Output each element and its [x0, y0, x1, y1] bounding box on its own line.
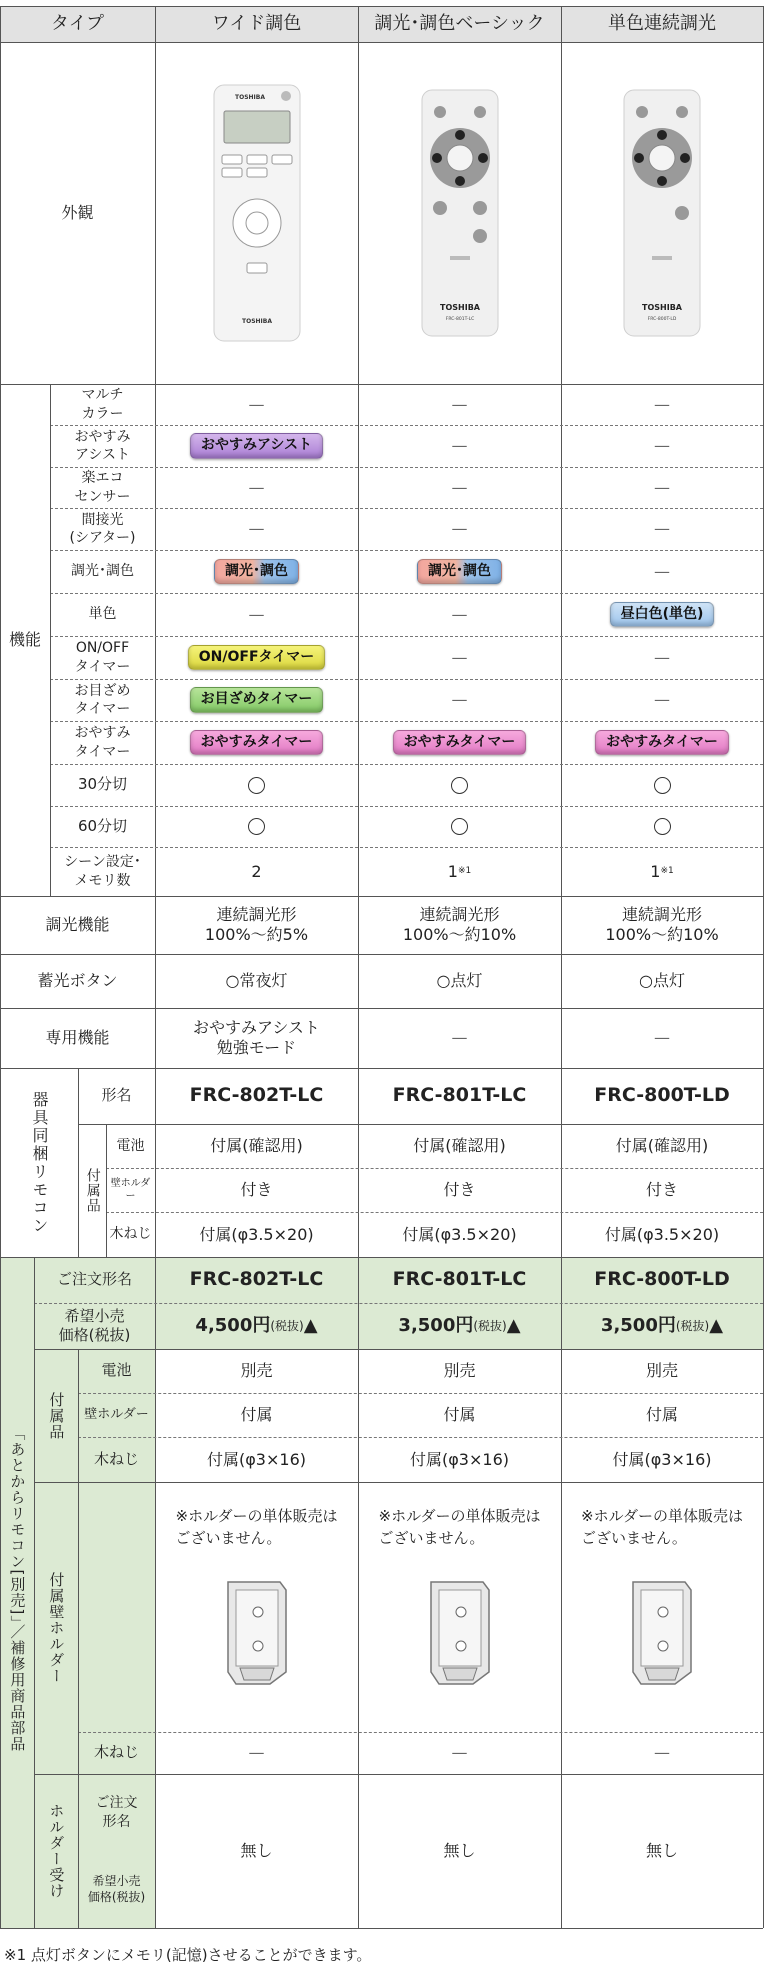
price-value: 3,500円: [398, 1314, 474, 1336]
grid-line: [0, 1068, 763, 1069]
kinou-cell: —: [654, 436, 670, 455]
grid-line: [50, 508, 763, 509]
price-tax: (税抜): [675, 1318, 710, 1333]
atokara-cell: 付属: [240, 1405, 273, 1424]
receiver-cell: 無し: [645, 1841, 678, 1860]
circle-mark: [248, 777, 265, 794]
kinou-cell: —: [451, 647, 468, 667]
oyasumi-timer-badge: おやすみタイマー: [190, 730, 324, 756]
omezame-timer-badge: お目ざめタイマー: [190, 687, 324, 713]
header-col-single: 単色連続調光: [561, 6, 763, 42]
circle-mark: [654, 818, 671, 835]
doukon-fuzoku-label: 付属品: [84, 1168, 101, 1213]
doukon-group-label: 器具同梱リモコン: [30, 1090, 49, 1235]
atokara-cell: 付属: [645, 1405, 678, 1424]
holder-note: ※ホルダーの単体販売は ございません。: [581, 1507, 743, 1547]
grid-line: [0, 1257, 763, 1258]
atokara-model: FRC-801T-LC: [392, 1268, 527, 1291]
brand-text: TOSHIBA: [241, 318, 272, 325]
grid-line: [78, 1349, 79, 1928]
kinou-label-oyasumi-assist: おやすみ アシスト: [74, 428, 131, 463]
atokara-price-cell: [561, 1303, 763, 1349]
holder-screw-cell: —: [654, 1743, 670, 1762]
grid-line: [34, 1774, 763, 1775]
kinou-cell: —: [248, 519, 265, 538]
atokara-fuzoku-label: 付属品: [47, 1391, 66, 1440]
atokara-cell: 付属(φ3×16): [612, 1449, 712, 1469]
grid-line: [106, 1212, 763, 1213]
kinou-cell: [561, 806, 763, 847]
kinou-cell: [155, 847, 358, 896]
atokara-price-label: 希望小売 価格(税抜): [58, 1306, 131, 1344]
chikkou-cell: ○点灯: [436, 971, 483, 990]
price-tax: (税抜): [270, 1318, 304, 1333]
kinou-cell: —: [248, 604, 265, 624]
kinou-cell: [155, 764, 358, 806]
grid-line: [358, 6, 359, 1928]
kinou-cell: —: [654, 690, 670, 709]
grid-line: [0, 6, 763, 7]
price-value: 3,500円: [600, 1314, 676, 1336]
holder-note: ※ホルダーの単体販売は ございません。: [175, 1507, 338, 1547]
grid-line: [50, 467, 763, 468]
scene-count: 1: [650, 861, 661, 881]
grid-line: [50, 425, 763, 426]
grid-line: [78, 1437, 763, 1438]
kinou-cell: [358, 847, 561, 896]
circle-mark: [248, 818, 265, 835]
doukon-cell: 付属(φ3.5×20): [604, 1224, 720, 1244]
senyou-cell: —: [654, 1028, 670, 1047]
remote-image-basic: [358, 42, 561, 384]
header-col-basic: 調光･調色ベーシック: [358, 6, 561, 42]
doukon-cell: 付属(確認用): [615, 1136, 709, 1155]
kinou-cell: [155, 721, 358, 764]
doukon-cell: 付属(確認用): [413, 1136, 506, 1155]
header-col-wide: ワイド調色: [155, 6, 358, 42]
atokara-cell: 別売: [240, 1361, 273, 1380]
senyou-label: 専用機能: [45, 1028, 110, 1047]
atokara-model: FRC-800T-LD: [594, 1268, 730, 1291]
doukon-cell: 付き: [645, 1180, 678, 1199]
remote-model-text: FRC-801T-LC: [445, 317, 474, 322]
grid-line: [0, 1928, 763, 1929]
holder-cell: [358, 1482, 561, 1732]
kinou-label-60min: 60分切: [77, 816, 128, 835]
kinou-cell: —: [451, 604, 468, 624]
kinou-cell: [561, 764, 763, 806]
doukon-cell: 付属(φ3.5×20): [199, 1224, 314, 1244]
grid-line: [50, 384, 51, 896]
brand-text: TOSHIBA: [439, 303, 480, 312]
atokara-model: FRC-802T-LC: [189, 1268, 324, 1291]
footnote-ref: ※1: [457, 865, 472, 876]
kinou-cell: [561, 593, 763, 636]
atokara-screw-label: 木ねじ: [93, 1449, 139, 1468]
grid-line: [0, 384, 763, 385]
kinou-label-chouko: 調光･調色: [71, 563, 134, 580]
kinou-label-onoff-timer: ON/OFF タイマー: [74, 640, 131, 675]
kinou-cell: —: [654, 394, 670, 414]
kinou-label-kansetsu: 間接光 (シアター): [69, 511, 136, 546]
atokara-holder-group-label: 付属壁ホルダー: [47, 1572, 66, 1684]
holder-image: [625, 1576, 699, 1688]
choukou-cell: 連続調光形 100%〜約10%: [402, 905, 517, 944]
atokara-price-cell: [155, 1303, 358, 1349]
circle-mark: [451, 818, 468, 835]
doukon-holder-label: 壁ホルダー: [110, 1178, 151, 1202]
kinou-label-omezame-timer: お目ざめ タイマー: [74, 682, 131, 717]
grid-line: [34, 1482, 763, 1483]
atokara-cell: 付属: [443, 1405, 476, 1424]
senyou-cell: —: [451, 1028, 468, 1047]
kinou-cell: —: [451, 519, 468, 538]
kinou-label-oyasumi-timer: おやすみ タイマー: [74, 725, 131, 760]
kinou-cell: [358, 806, 561, 847]
holder-screw-cell: —: [451, 1743, 468, 1762]
circle-mark: [451, 777, 468, 794]
grid-line: [50, 847, 763, 848]
kinou-cell: —: [654, 519, 670, 538]
grid-line: [50, 636, 763, 637]
atokara-holder-label: 壁ホルダー: [84, 1406, 149, 1422]
grid-line: [50, 593, 763, 594]
oyasumi-timer-badge: おやすみタイマー: [595, 730, 729, 756]
grid-line: [34, 1257, 35, 1928]
triangle-mark: ▲: [506, 1314, 521, 1336]
kinou-cell: —: [654, 561, 670, 581]
atokara-group-label: ｢あとからリモコン[別売]｣／補修用商品部品: [8, 1433, 27, 1752]
grid-line: [561, 6, 562, 1928]
grid-line: [106, 1168, 763, 1169]
receiver-group-label: ホルダー受け: [47, 1803, 66, 1899]
oyasumi-assist-badge: おやすみアシスト: [190, 433, 323, 459]
kinou-cell: [358, 764, 561, 806]
kinou-cell: [155, 550, 358, 593]
atokara-cell: 付属(φ3×16): [410, 1449, 509, 1469]
scene-count: 1: [447, 861, 458, 881]
doukon-model-label: 形名: [101, 1086, 132, 1105]
kinou-label-tanshoku: 単色: [88, 606, 117, 623]
circle-mark: [654, 777, 671, 794]
brand-text: TOSHIBA: [234, 94, 265, 101]
grid-line: [78, 1068, 79, 1257]
doukon-model: FRC-802T-LC: [189, 1084, 324, 1107]
holder-image: [220, 1576, 294, 1688]
remote-model-text: FRC-800T-LD: [647, 317, 677, 322]
remote-image-wide: [155, 42, 358, 384]
atokara-cell: 別売: [645, 1361, 678, 1380]
receiver-cell: 無し: [240, 1841, 273, 1860]
remote-image-single: [561, 42, 763, 384]
doukon-cell: 付属(φ3.5×20): [402, 1224, 517, 1244]
grid-line: [106, 1124, 107, 1257]
kinou-cell: [155, 806, 358, 847]
grid-line: [0, 6, 1, 1928]
doukon-model: FRC-801T-LC: [392, 1084, 527, 1107]
holder-screw-label: 木ねじ: [93, 1743, 139, 1762]
doukon-screw-label: 木ねじ: [109, 1226, 152, 1243]
triangle-mark: ▲: [709, 1314, 724, 1336]
holder-screw-cell: —: [248, 1743, 265, 1762]
grid-line: [0, 1008, 763, 1009]
kinou-cell: —: [654, 647, 670, 667]
doukon-cell: 付き: [443, 1180, 476, 1199]
chouko-badge: 調光･調色: [214, 559, 299, 585]
footnote-ref: ※1: [660, 865, 674, 876]
appearance-label: 外観: [61, 203, 94, 222]
grid-line: [78, 1393, 763, 1394]
doukon-cell: 付き: [240, 1180, 273, 1199]
kinou-label-scene: シーン設定･ メモリ数: [64, 854, 141, 889]
atokara-order-label: ご注文形名: [56, 1270, 132, 1289]
header-type-label: タイプ: [0, 6, 155, 42]
triangle-mark: ▲: [303, 1314, 318, 1336]
grid-line: [0, 42, 763, 43]
holder-note: ※ホルダーの単体販売は ございません。: [378, 1507, 541, 1547]
grid-line: [34, 1349, 763, 1350]
doukon-denchi-label: 電池: [116, 1137, 145, 1154]
footnote: ※1 点灯ボタンにメモリ(記憶)させることができます。: [4, 1946, 372, 1964]
grid-line: [50, 679, 763, 680]
grid-line: [50, 806, 763, 807]
senyou-cell: おやすみアシスト 勉強モード: [193, 1018, 320, 1057]
chikkou-label: 蓄光ボタン: [37, 971, 118, 990]
grid-line: [78, 1124, 763, 1125]
kinou-label-multicolor: マルチ カラー: [81, 387, 124, 422]
grid-line: [155, 6, 156, 1928]
doukon-cell: 付属(確認用): [210, 1136, 303, 1155]
chouko-badge: 調光･調色: [417, 559, 502, 585]
atokara-price-cell: [358, 1303, 561, 1349]
doukon-model: FRC-800T-LD: [594, 1084, 730, 1107]
grid-line: [50, 550, 763, 551]
kinou-cell: —: [451, 477, 468, 497]
grid-line: [50, 764, 763, 765]
price-tax: (税抜): [473, 1318, 507, 1333]
choukou-label: 調光機能: [45, 915, 110, 934]
kinou-cell: —: [248, 477, 265, 497]
kinou-cell: [358, 550, 561, 593]
choukou-cell: 連続調光形 100%〜約10%: [605, 905, 719, 944]
oyasumi-timer-badge: おやすみタイマー: [393, 730, 527, 756]
chikkou-cell: ○点灯: [639, 971, 685, 990]
kinou-cell: [561, 721, 763, 764]
kinou-label-raku-eco: 楽エコ センサー: [74, 470, 131, 505]
holder-image: [423, 1576, 497, 1688]
holder-cell: [155, 1482, 358, 1732]
kinou-group-label: 機能: [8, 630, 41, 649]
kinou-cell: [155, 636, 358, 679]
kinou-cell: —: [451, 394, 468, 414]
grid-line: [0, 954, 763, 955]
hirushoku-badge: 昼白色(単色): [610, 602, 715, 628]
receiver-cell: 無し: [443, 1841, 476, 1860]
grid-line: [34, 1303, 763, 1304]
receiver-price-label: 希望小売 価格(税抜): [87, 1873, 146, 1904]
brand-text: TOSHIBA: [642, 303, 682, 312]
price-value: 4,500円: [195, 1314, 271, 1336]
atokara-cell: 別売: [443, 1361, 476, 1380]
kinou-cell: —: [248, 394, 265, 414]
kinou-cell: [155, 679, 358, 721]
kinou-label-30min: 30分切: [77, 775, 128, 794]
grid-line: [78, 1732, 763, 1733]
atokara-denchi-label: 電池: [101, 1361, 132, 1380]
onoff-timer-badge: ON/OFFタイマー: [188, 645, 325, 671]
receiver-order-label: ご注文 形名: [95, 1795, 138, 1830]
scene-count: 2: [251, 861, 262, 881]
kinou-cell: —: [654, 477, 670, 497]
grid-line: [50, 721, 763, 722]
grid-line: [0, 896, 763, 897]
kinou-cell: —: [451, 690, 468, 709]
atokara-cell: 付属(φ3×16): [207, 1449, 306, 1469]
kinou-cell: [358, 721, 561, 764]
grid-line: [763, 6, 764, 1928]
choukou-cell: 連続調光形 100%〜約5%: [204, 905, 309, 944]
kinou-cell: [155, 425, 358, 467]
chikkou-cell: ○常夜灯: [225, 971, 288, 990]
kinou-cell: [561, 847, 763, 896]
kinou-cell: —: [451, 436, 468, 455]
holder-cell: [561, 1482, 763, 1732]
